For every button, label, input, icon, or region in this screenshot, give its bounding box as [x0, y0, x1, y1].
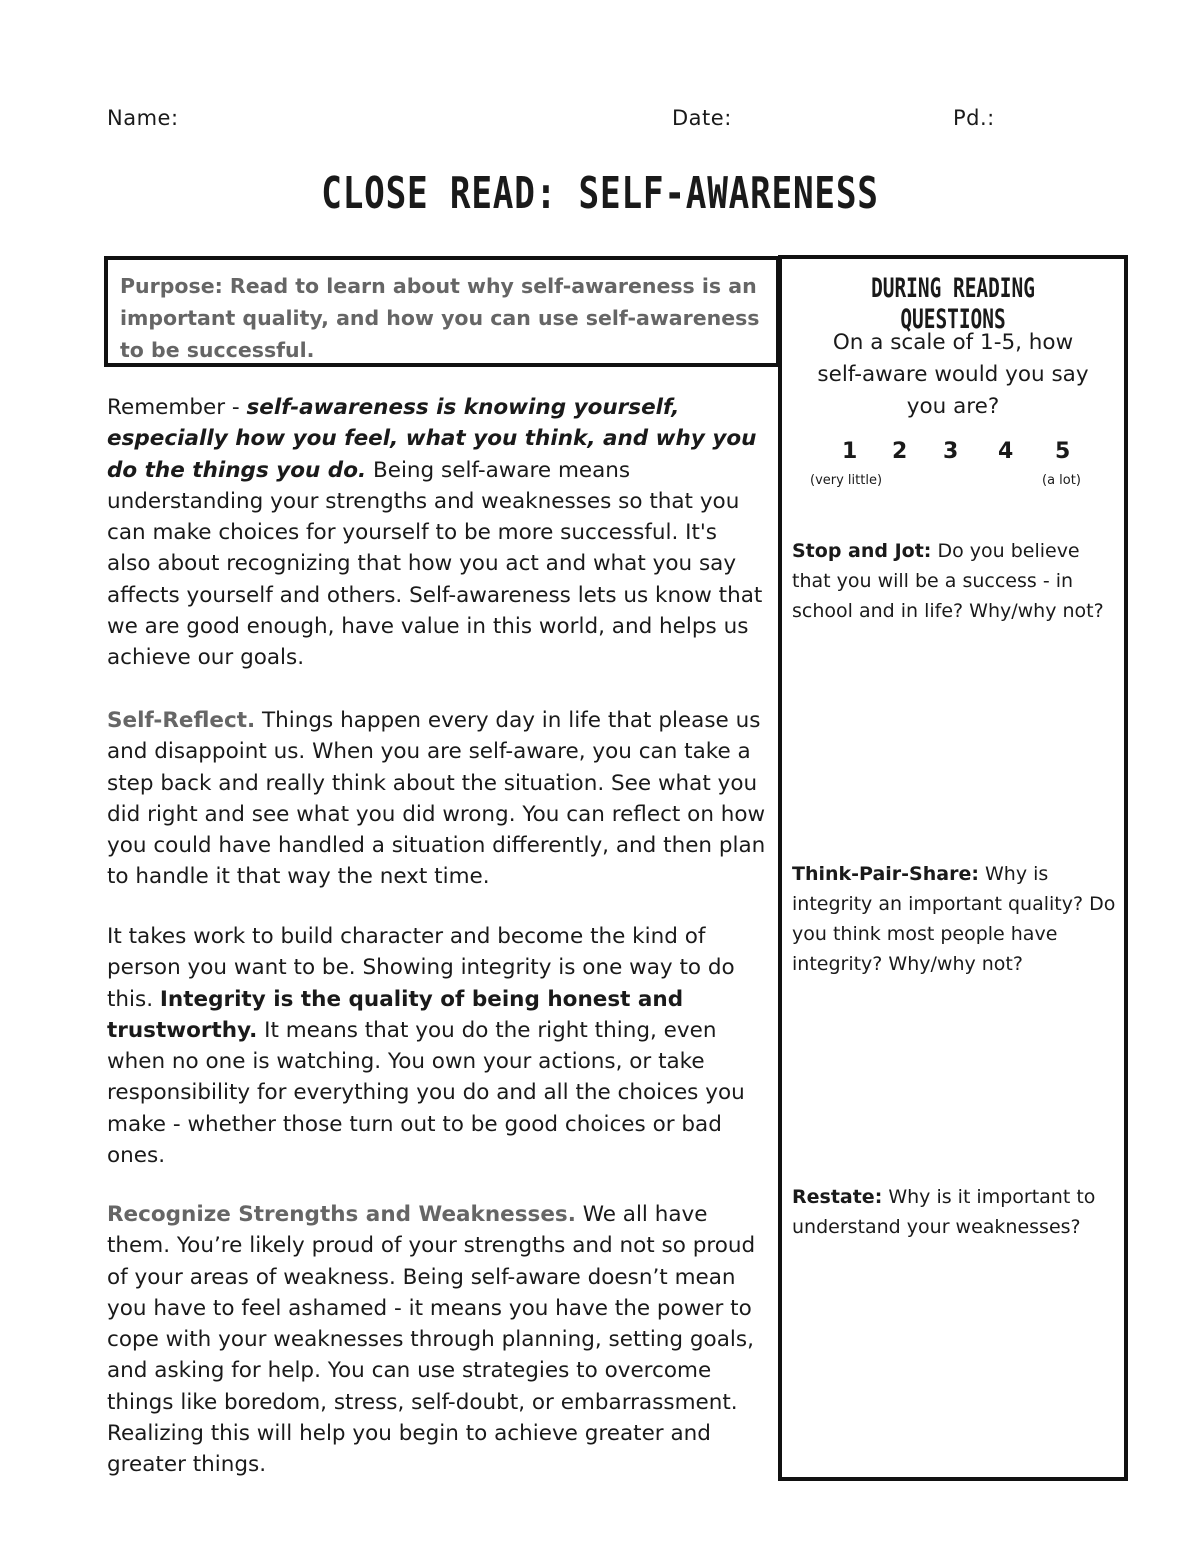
page-title: CLOSE READ: SELF-AWARENESS	[321, 168, 879, 219]
prompt-restate	[792, 1182, 1122, 1242]
paragraph-intro: It takes work to build character and become the kind of person you want to be. Showing integrity is one way to do this.	[107, 924, 735, 1012]
prompt-text: Why is integrity an important quality? Do you think most people have integrity? Why/why not?	[792, 863, 1116, 975]
paragraph-body: We all have them. You’re likely proud of your strengths and not so proud of your areas of weakness. Being self-aware doesn’t mean you have to feel ashamed - it means you have the power to cope with your weaknesses through planning, setting goals, and asking for help. You can use strategies to overcome things like boredom, stress, self-doubt, or embarrassment. Realizing this will help you begin to achieve greater and greater things.	[107, 1202, 756, 1478]
paragraph-intro: Remember -	[107, 395, 247, 420]
scale-low-note: (very little)	[810, 473, 883, 488]
reading-paragraph-self-reflect	[107, 705, 767, 893]
during-reading-questions-panel	[778, 255, 1128, 1481]
scale-high-note: (a lot)	[1042, 473, 1081, 488]
name-field-label: Name:	[107, 106, 179, 130]
purpose-box: Purpose: Read to learn about why self-awareness is an important quality, and how you can use self-awareness to be successful.	[104, 256, 780, 367]
prompt-label: Restate:	[792, 1186, 883, 1208]
prompt-think-pair-share	[792, 859, 1122, 979]
scale-option-2[interactable]: 2	[892, 439, 908, 464]
reading-paragraph-integrity	[107, 921, 767, 1171]
integrity-definition: Integrity is the quality of being honest and trustworthy.	[107, 986, 684, 1043]
paragraph-body: It means that you do the right thing, even when no one is watching. You own your actions, or take responsibility for everything you do and all the choices you make - whether those turn out to be good choices or bad ones.	[107, 1017, 745, 1169]
paragraph-body: Being self-aware means understanding your strengths and weaknesses so that you can make choices for yourself to be more successful. It's also about recognizing that how you act and what you say affects yourself and others. Self-awareness lets us know that we are good enough, have value in this world, and helps us achieve our goals.	[107, 457, 763, 671]
prompt-text: Do you believe that you will be a success - in school and in life? Why/why not?	[792, 540, 1104, 622]
reading-paragraph-strengths	[107, 1199, 767, 1481]
scale-option-5[interactable]: 5	[1055, 439, 1071, 464]
scale-option-1[interactable]: 1	[842, 439, 858, 464]
reading-paragraph-definition	[107, 392, 767, 674]
scale-option-4[interactable]: 4	[998, 439, 1014, 464]
prompt-text: Why is it important to understand your weaknesses?	[792, 1186, 1096, 1238]
date-field-label: Date:	[672, 106, 732, 130]
prompt-stop-and-jot	[792, 536, 1122, 626]
paragraph-body: Things happen every day in life that please us and disappoint us. When you are self-aware, you can take a step back and really think about the situation. See what you did right and see what you did wrong. You can reflect on how you could have handled a situation differently, and then plan to handle it that way the next time.	[107, 708, 766, 890]
scale-option-3[interactable]: 3	[943, 439, 959, 464]
period-field-label: Pd.:	[953, 106, 995, 130]
scale-question: On a scale of 1-5, how self-aware would you say you are?	[817, 330, 1089, 419]
prompt-label: Stop and Jot:	[792, 540, 932, 562]
questions-heading: DURING READING QUESTIONS	[871, 273, 1035, 335]
paragraph-heading: Recognize Strengths and Weaknesses.	[107, 1202, 576, 1227]
paragraph-heading: Self-Reflect.	[107, 708, 256, 733]
definition-emphasis: self-awareness is knowing yourself, especially how you feel, what you think, and why you do the things you do.	[107, 395, 757, 483]
prompt-label: Think-Pair-Share:	[792, 863, 979, 885]
